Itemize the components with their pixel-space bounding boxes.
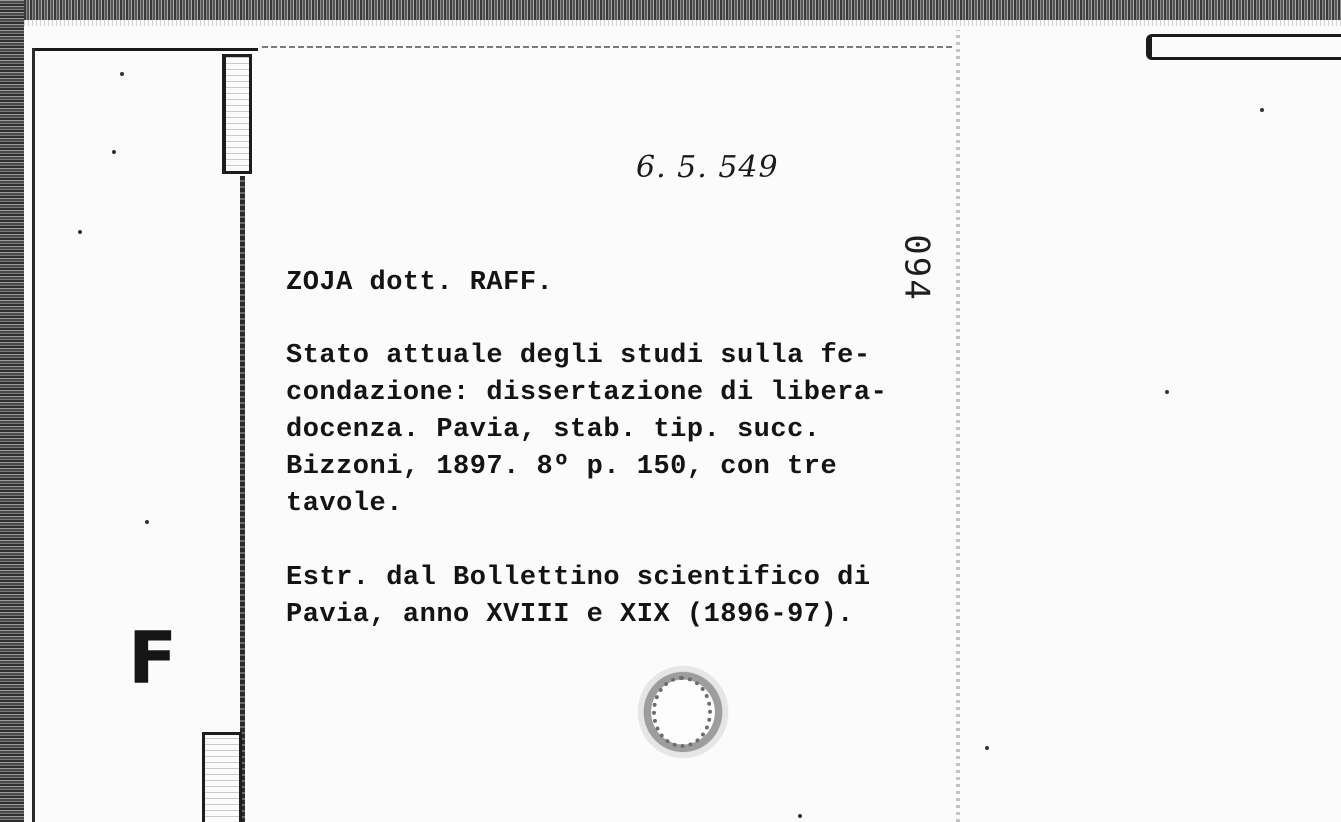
dust-speck <box>120 72 124 76</box>
tab-top-rule <box>32 48 258 51</box>
punch-hole <box>630 658 736 766</box>
scan-left-edge <box>0 0 24 822</box>
bibliographic-entry <box>286 338 966 523</box>
tab-notch-top <box>222 54 252 174</box>
next-card-bracket <box>1146 34 1341 60</box>
dust-speck <box>145 520 149 524</box>
entry-line: condazione: dissertazione di libera- <box>286 378 888 408</box>
dust-speck <box>78 230 82 234</box>
dust-speck <box>1165 390 1169 394</box>
author-heading: ZOJA dott. RAFF. <box>286 268 554 298</box>
sequence-number: 094 <box>896 234 937 302</box>
dust-speck <box>1260 108 1264 112</box>
entry-line: Bizzoni, 1897. 8º p. 150, con tre <box>286 452 838 482</box>
dust-speck <box>985 746 989 750</box>
note-line: Estr. dal Bollettino scientifico di <box>286 563 871 593</box>
entry-line: docenza. Pavia, stab. tip. succ. <box>286 415 821 445</box>
dust-speck <box>112 150 116 154</box>
card-top-edge <box>262 46 952 48</box>
shelf-mark: 6. 5. 549 <box>636 150 779 185</box>
entry-line: tavole. <box>286 489 403 519</box>
dust-speck <box>798 814 802 818</box>
tab-notch-bottom <box>202 732 242 822</box>
extract-note <box>286 560 966 634</box>
note-line: Pavia, anno XVIII e XIX (1896-97). <box>286 600 854 630</box>
card-tab-frame <box>32 48 260 822</box>
entry-line: Stato attuale degli studi sulla fe- <box>286 341 871 371</box>
stamp-letter: F <box>128 616 176 700</box>
tab-right-rule <box>240 176 245 822</box>
scan-top-edge <box>0 0 1341 20</box>
tab-left-rule <box>32 48 35 822</box>
